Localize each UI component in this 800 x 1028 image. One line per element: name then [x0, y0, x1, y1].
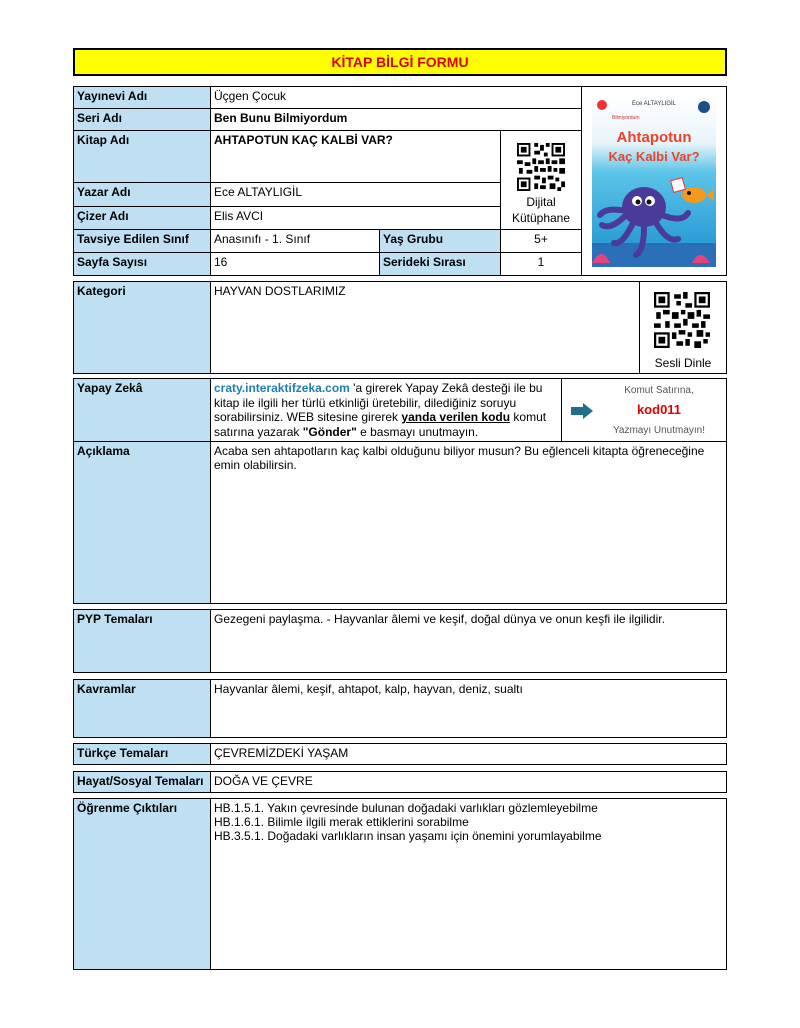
- publisher-value: Üçgen Çocuk: [210, 86, 582, 109]
- concepts-label: Kavramlar: [73, 679, 211, 738]
- digital-library-line1: Dijital: [526, 195, 556, 209]
- ai-text-1: 'a girerek Yapay Zekâ desteği ile bu kitap ile ilgili her türlü etkinliği üretebilir, dilediğiniz soruyu sorabilirsiniz. WEB sitesine girerek: [214, 381, 543, 424]
- ai-text-3: e basmayı unutmayın.: [356, 424, 479, 439]
- cover-cell: [581, 86, 727, 276]
- outcomes-list: [210, 798, 727, 970]
- ai-site-link[interactable]: craty.interaktifzeka.com: [214, 381, 350, 395]
- illustrator-label: Çizer Adı: [73, 206, 211, 230]
- turkish-value: ÇEVREMİZDEKİ YAŞAM: [210, 743, 727, 765]
- illustrator-value: Elis AVCI: [210, 206, 501, 230]
- book-value: AHTAPOTUN KAÇ KALBİ VAR?: [210, 130, 501, 183]
- listen-label: Sesli Dinle: [654, 356, 712, 370]
- publisher-label: Yayınevi Adı: [73, 86, 211, 109]
- listen-qr-icon[interactable]: [654, 292, 710, 348]
- outcomes-label: Öğrenme Çıktıları: [73, 798, 211, 970]
- author-value: Ece ALTAYLIGİL: [210, 182, 501, 207]
- svg-text:Bilmiyordum: Bilmiyordum: [612, 115, 640, 121]
- outcome-item: HB.1.5.1. Yakın çevresinde bulunan doğadaki varlıkları gözlemleyebilme: [214, 801, 598, 815]
- category-label: Kategori: [73, 281, 211, 374]
- grade-label: Tavsiye Edilen Sınıf: [73, 229, 211, 253]
- ai-text-2: komut satırına yazarak: [214, 410, 547, 439]
- command-line2: Yazmayı Unutmayın!: [612, 425, 706, 436]
- ai-text-underlined: yanda verilen kodu: [401, 410, 511, 424]
- life-value: DOĞA VE ÇEVRE: [210, 771, 727, 793]
- cover-title-line1: Ahtapotun: [616, 129, 692, 146]
- command-line1: Komut Satırına,: [624, 385, 694, 396]
- digital-library-qr-icon[interactable]: [517, 143, 565, 191]
- desc-value: Acaba sen ahtapotların kaç kalbi olduğunu biliyor musun? Bu eğlenceli kitapta öğreneceğine emin olabilirsin.: [210, 441, 727, 604]
- outcome-item: HB.3.5.1. Doğadaki varlıkların insan yaşamı için önemini yorumlayabilme: [214, 829, 602, 843]
- desc-label: Açıklama: [73, 441, 211, 604]
- pyp-label: PYP Temaları: [73, 609, 211, 673]
- digital-library-line2: Kütüphane: [511, 211, 571, 225]
- book-cover-illustration: [592, 95, 716, 267]
- ai-label: Yapay Zekâ: [73, 378, 211, 442]
- ai-description: [210, 378, 562, 442]
- form-title: KİTAP BİLGİ FORMU: [73, 48, 727, 76]
- category-value: HAYVAN DOSTLARIMIZ: [210, 281, 640, 374]
- book-cover-image: [592, 95, 716, 267]
- grade-value: Anasınıfı - 1. Sınıf: [210, 229, 380, 253]
- concepts-value: Hayvanlar âlemi, keşif, ahtapot, kalp, hayvan, deniz, sualtı: [210, 679, 727, 738]
- turkish-label: Türkçe Temaları: [73, 743, 211, 765]
- age-value: 5+: [500, 229, 582, 253]
- ai-text-send: "Gönder": [302, 424, 357, 439]
- book-label: Kitap Adı: [73, 130, 211, 183]
- outcome-item: HB.1.6.1. Bilimle ilgili merak ettiklerini sorabilme: [214, 815, 469, 829]
- series-label: Seri Adı: [73, 108, 211, 131]
- command-cell: [561, 378, 727, 442]
- author-label: Yazar Adı: [73, 182, 211, 207]
- pages-label: Sayfa Sayısı: [73, 252, 211, 276]
- order-value: 1: [500, 252, 582, 276]
- order-label: Serideki Sırası: [379, 252, 501, 276]
- arrow-right-icon: [571, 403, 593, 419]
- series-value: Ben Bunu Bilmiyordum: [210, 108, 582, 131]
- command-code: kod011: [636, 402, 682, 417]
- pyp-value: Gezegeni paylaşma. - Hayvanlar âlemi ve keşif, doğal dünya ve onun keşfi ile ilgilidir.: [210, 609, 727, 673]
- pages-value: 16: [210, 252, 380, 276]
- age-label: Yaş Grubu: [379, 229, 501, 253]
- life-label: Hayat/Sosyal Temaları: [73, 771, 211, 793]
- cover-title-line2: Kaç Kalbi Var?: [608, 149, 700, 164]
- cover-author: Ece ALTAYLIGİL: [632, 101, 677, 107]
- digital-library-cell[interactable]: [500, 130, 582, 230]
- listen-cell[interactable]: [639, 281, 727, 374]
